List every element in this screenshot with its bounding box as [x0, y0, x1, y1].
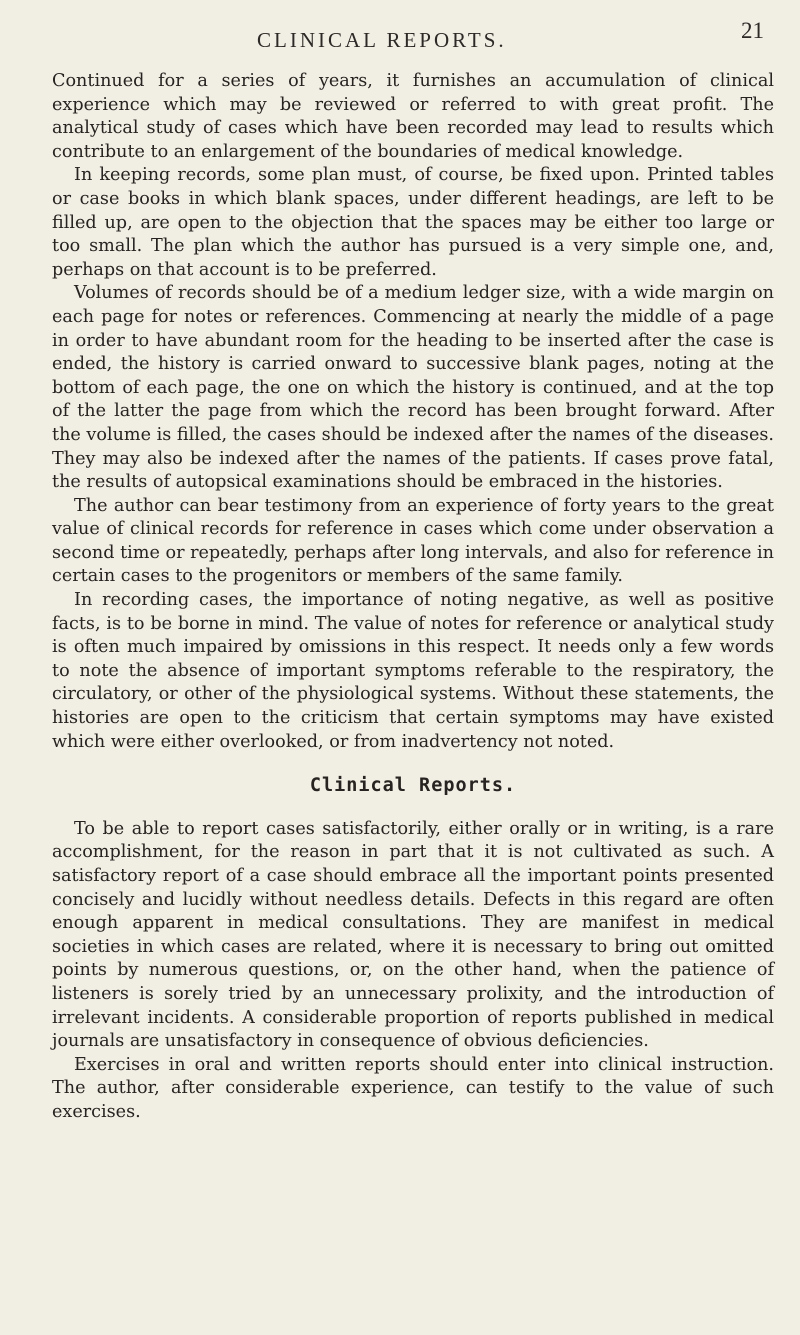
paragraph-volumes: Volumes of records should be of a medium ledger size, with a wide margin on each page for notes or references. Commencing at nearly the middle of a page in order to have abundant room for the heading to be inserted after the case is ended, the history is carried onward to successive blank pages, noting at the bottom of each page, the one on which the history is continued, and at the top of the latter the page from which the record has been brought forward. After the volume is filled, the cases should be indexed after the names of the diseases. They may also be indexed after the names of the patients. If cases prove fatal, the results of autopsical examinations should be embraced in the histories. — [52, 283, 774, 493]
paragraph-negative-facts: In recording cases, the importance of noting negative, as well as positive facts, is to be borne in mind. The value of notes for reference or analytical study is often much impaired by omissions in this respect. It needs only a few words to note the absence of important symptoms referable to the respiratory, the circulatory, or other of the physiological systems. Without these statements, the histories are open to the criticism that certain symptoms may have existed which were either overlooked, or from inadvertency not noted. — [52, 590, 774, 752]
paragraph-continued: Continued for a series of years, it furnishes an accumulation of clinical experience which may be reviewed or referred to with great profit. The analytical study of cases which have been recorded may lead to results which contribute to an enlargement of the boundaries of medical knowledge. — [52, 71, 774, 162]
page-body — [52, 70, 774, 1125]
paragraph-reporting: To be able to report cases satisfactorily, either orally or in writing, is a rare accomplishment, for the reason in part that it is not cultivated as such. A satisfactory report of a case should embrace all the important points presented concisely and lucidly without needless details. Defects in this regard are often enough apparent in medical consultations. They are manifest in medical societies in which cases are related, where it is necessary to bring out omitted points by numerous questions, or, on the other hand, when the patience of listeners is sorely tried by an unnecessary prolixity, and the introduction of irrelevant incidents. A considerable proportion of reports published in medical journals are unsatisfactory in consequence of obvious deficiencies. — [52, 818, 774, 1052]
section-heading: Clinical Reports. — [309, 775, 517, 797]
paragraph-testimony: The author can bear testimony from an experience of forty years to the great value of clinical records for reference in cases which come under observation a second time or repeatedly, perhaps after long intervals, and also for reference in certain cases to the progenitors or members of the same family. — [52, 495, 774, 587]
book-page — [52, 0, 776, 1335]
paragraph-keeping-records: In keeping records, some plan must, of course, be fixed upon. Printed tables or case books in which blank spaces, under different headings, are left to be filled up, are open to the objection that the spaces may be either too large or too small. The plan which the author has pursued is a very simple one, and, perhaps on that account is to be preferred. — [52, 165, 774, 280]
running-head-title: CLINICAL REPORTS. — [257, 28, 507, 52]
running-head — [52, 18, 776, 58]
page-number: 21 — [741, 18, 764, 43]
paragraph-exercises: Exercises in oral and written reports should enter into clinical instruction. The author, after considerable experience, can testify to the value of such exercises. — [52, 1054, 774, 1122]
